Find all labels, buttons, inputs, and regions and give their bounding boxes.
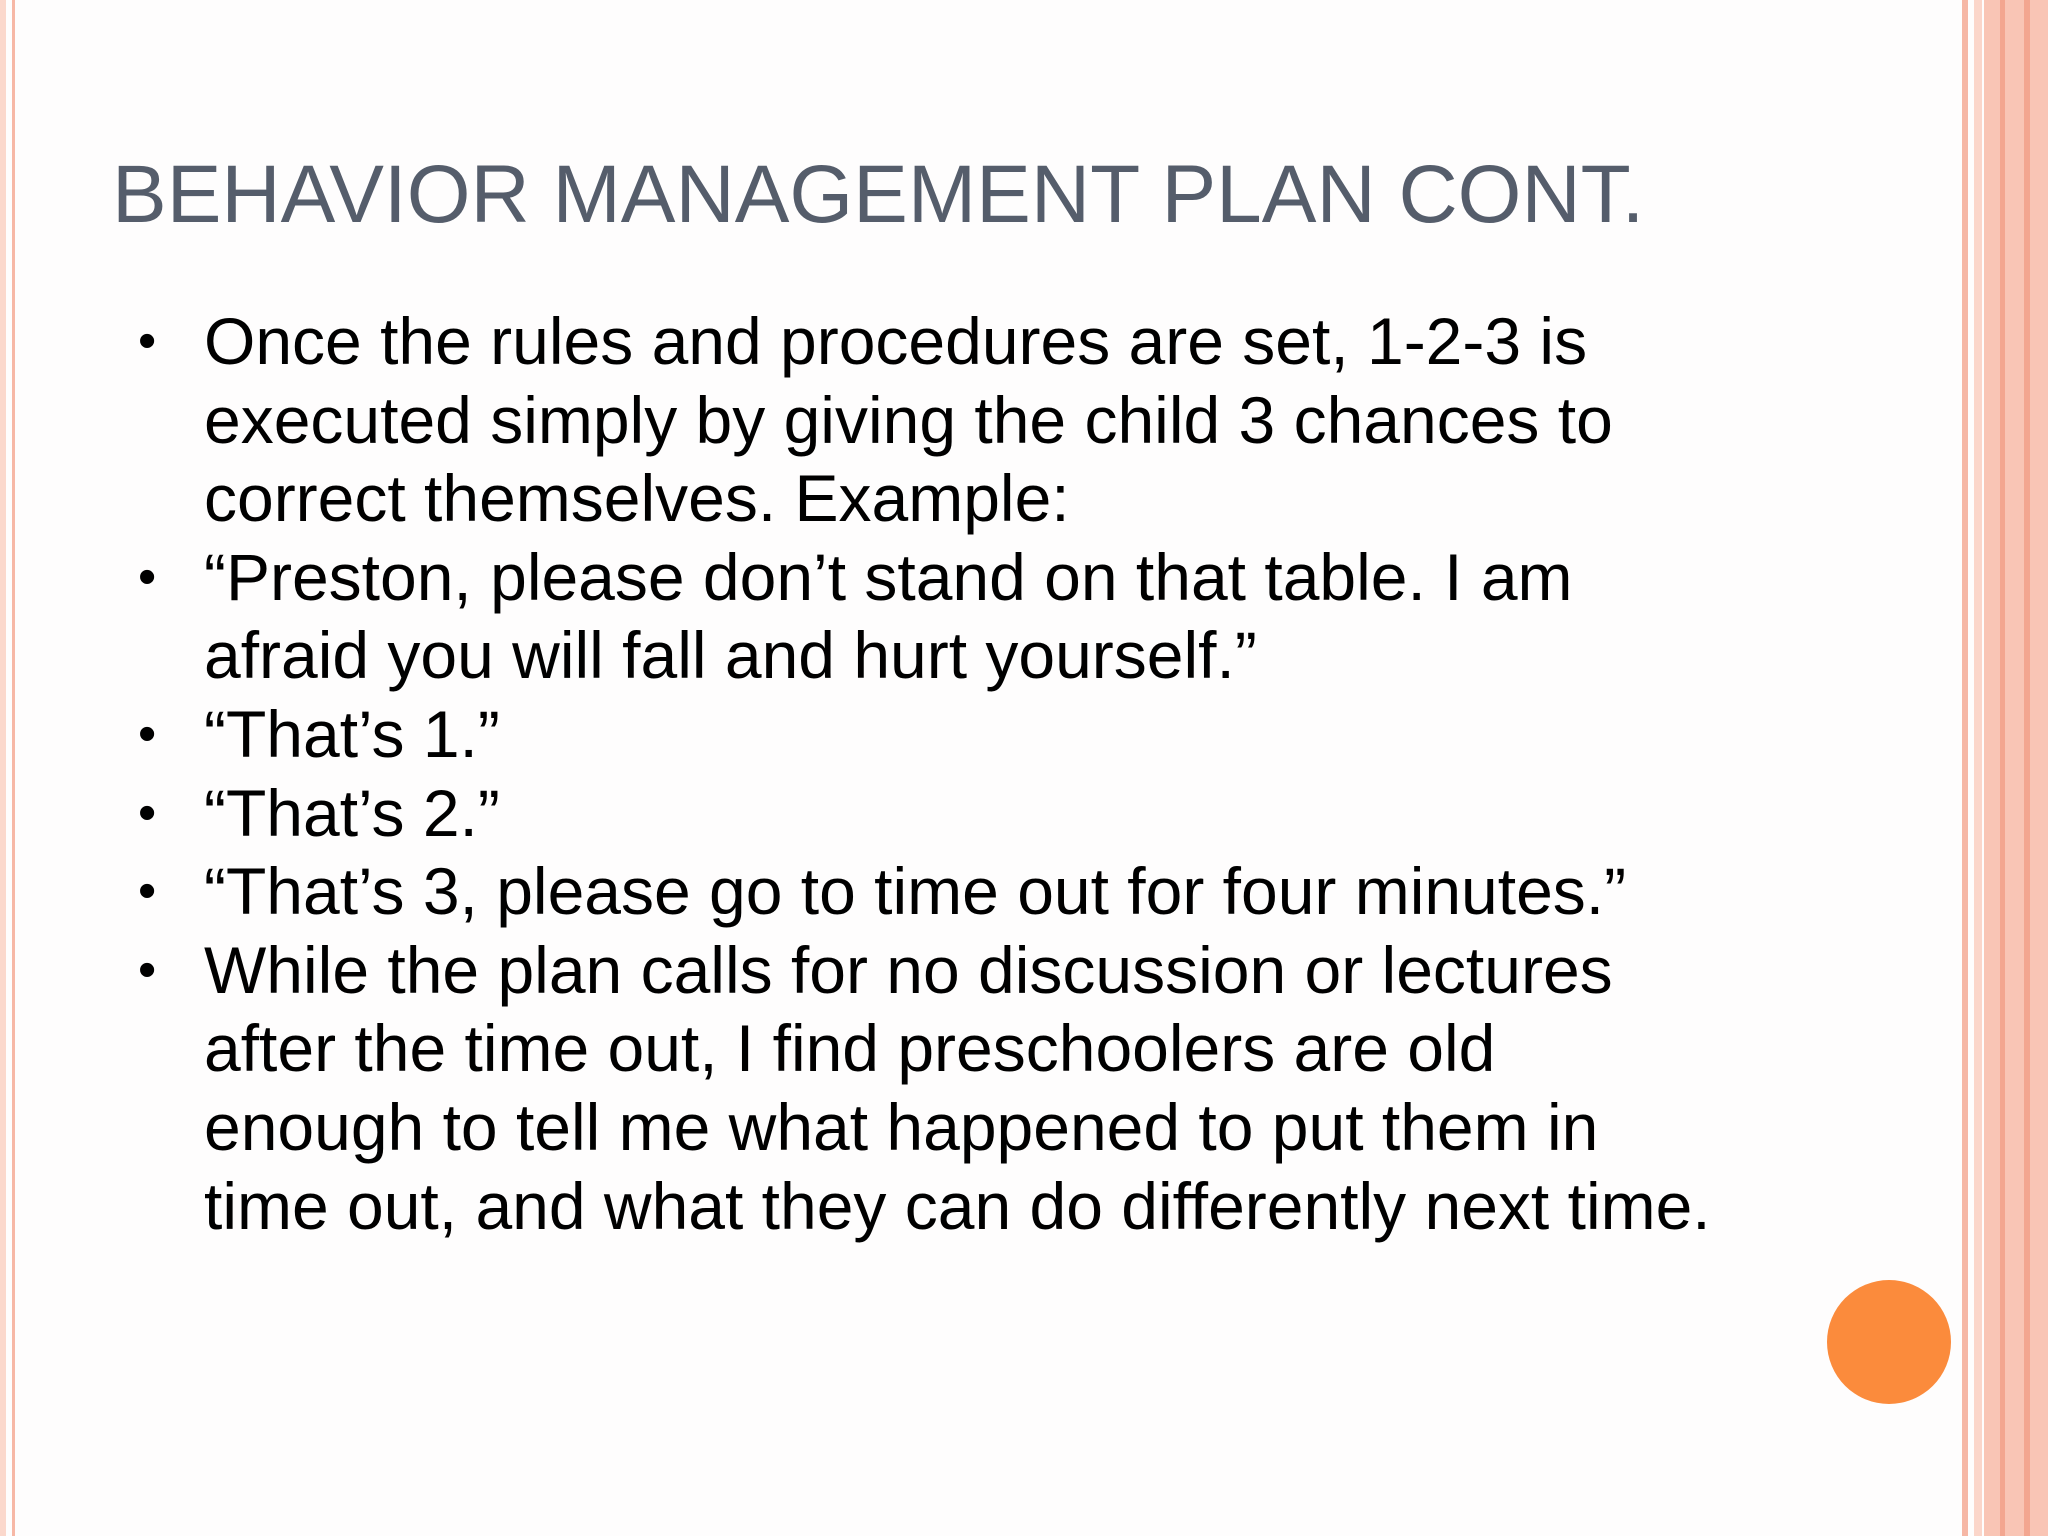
bullet-text: Once the rules and procedures are set, 1-2-3 is executed simply by giving the child 3 chances to correct themselves. Example: bbox=[204, 304, 1613, 536]
bullet-dot-icon: • bbox=[138, 862, 157, 921]
bullet-text: “That’s 1.” bbox=[204, 696, 500, 771]
bullet-list bbox=[130, 302, 1730, 1245]
bullet-item bbox=[130, 302, 1730, 538]
bullet-item bbox=[130, 538, 1730, 695]
bullet-text: “That’s 3, please go to time out for four minutes.” bbox=[204, 854, 1627, 929]
right-decorative-stripe bbox=[2024, 0, 2030, 1536]
right-decorative-stripe bbox=[1962, 0, 1968, 1536]
bullet-text: “That’s 2.” bbox=[204, 775, 500, 850]
right-decorative-band bbox=[1984, 0, 2048, 1536]
bullet-item bbox=[130, 774, 1730, 853]
left-border-line-inner bbox=[12, 0, 15, 1536]
bullet-item bbox=[130, 931, 1730, 1245]
bullet-text: “Preston, please don’t stand on that table. I am afraid you will fall and hurt yourself.” bbox=[204, 539, 1573, 693]
orange-circle-decoration bbox=[1827, 1280, 1951, 1404]
bullet-dot-icon: • bbox=[138, 783, 157, 842]
bullet-dot-icon: • bbox=[138, 312, 157, 370]
bullet-dot-icon: • bbox=[138, 547, 157, 606]
right-decorative-stripe bbox=[1974, 0, 1982, 1536]
bullet-text: While the plan calls for no discussion or lectures after the time out, I find preschoolers are old enough to tell me what happened to put them in time out, and what they can do differently next time. bbox=[204, 932, 1711, 1243]
right-decorative-stripe bbox=[2000, 0, 2005, 1536]
left-border-line bbox=[0, 0, 6, 1536]
bullet-item bbox=[130, 852, 1730, 931]
bullet-item bbox=[130, 695, 1730, 774]
bullet-dot-icon: • bbox=[138, 940, 157, 999]
slide-title: BEHAVIOR MANAGEMENT PLAN CONT. bbox=[112, 149, 1645, 240]
bullet-dot-icon: • bbox=[138, 704, 157, 763]
